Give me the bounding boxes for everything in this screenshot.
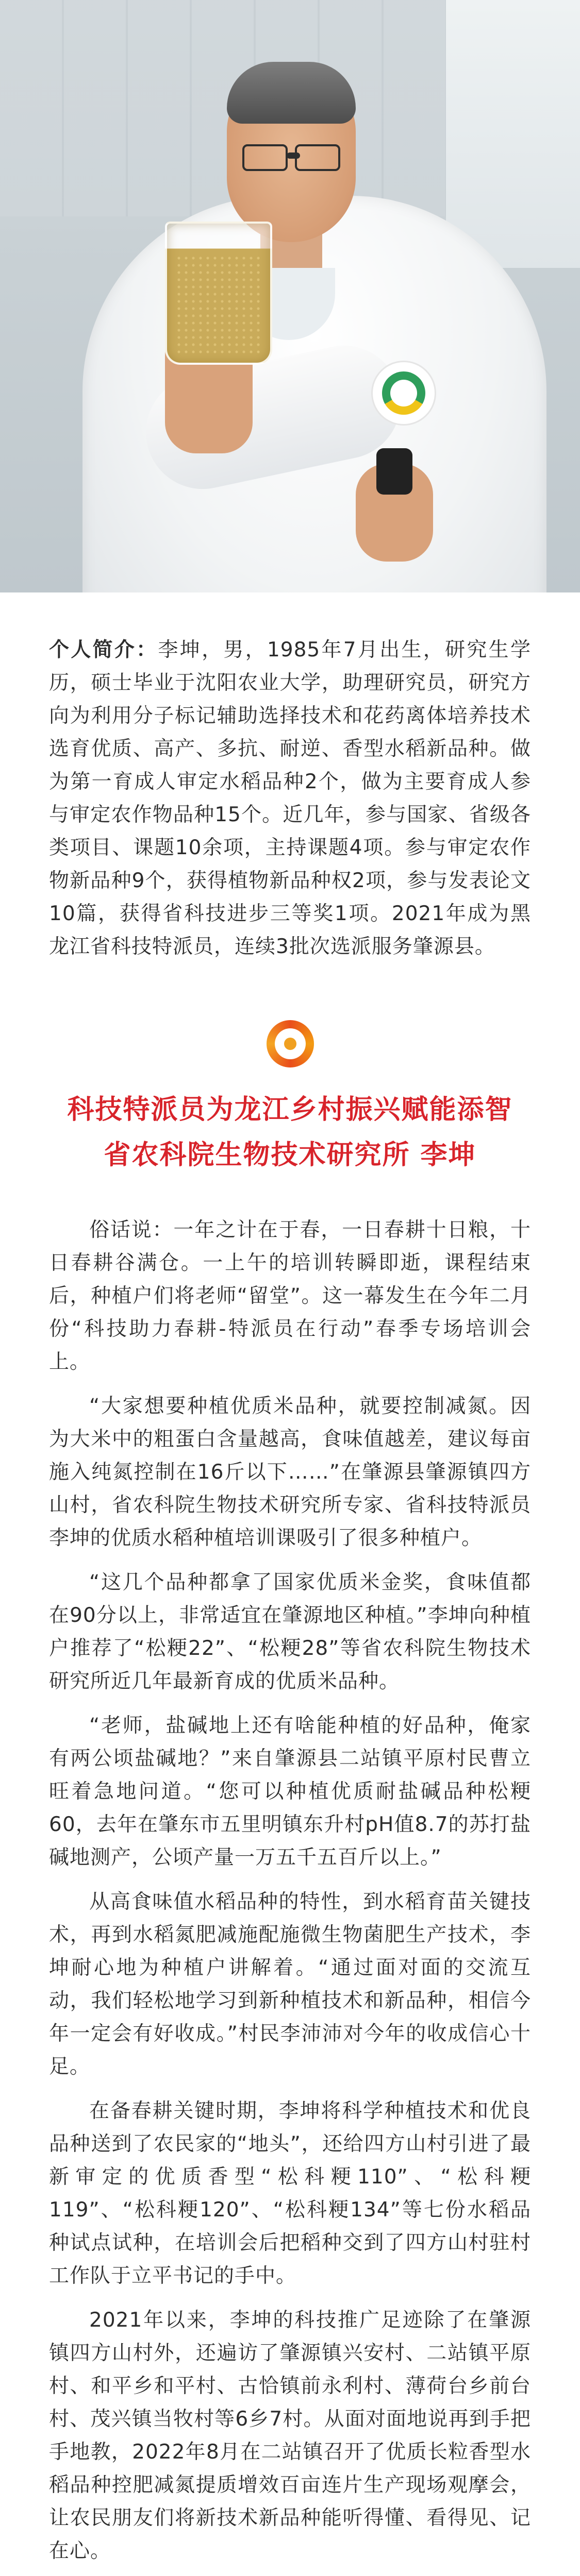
- article-paragraph: 2021年以来，李坤的科技推广足迹除了在肇源镇四方山村外，还遍访了肇源镇兴安村、二站镇平原村、和平乡和平村、古恰镇前永利村、薄荷台乡前台村、茂兴镇当牧村等6乡7村。从面对面地说再到手把手地教，2022年8月在二站镇召开了优质长粒香型水稻品种控肥减氮提质增效百亩连片生产现场观摩会，让农民朋友们将新技术新品种能听得懂、看得见、记在心。: [49, 2309, 531, 2563]
- article-paragraph: 俗话说：一年之计在于春，一日春耕十日粮，十日春耕谷满仓。一上午的培训转瞬即逝，课程结束后，种植户们将老师“留堂”。这一幕发生在今年二月份“科技助力春耕-特派员在行动”春季专场培训会上。: [49, 1218, 531, 1374]
- glasses: [242, 144, 340, 168]
- article-paragraph: “老师，盐碱地上还有啥能种植的好品种，俺家有两公顷盐碱地？”来自肇源县二站镇平原村民曹立旺着急地问道。“您可以种植优质耐盐碱品种松粳60，去年在肇东市五里明镇东升村pH值8.7的苏打盐碱地测产，公顷产量一万五千五百斤以上。”: [49, 1714, 531, 1869]
- article-paragraph: “这几个品种都拿了国家优质米金奖，食味值都在90分以上，非常适宜在肇源地区种植。”李坤向种植户推荐了“松粳22”、“松粳28”等省农科院生物技术研究所近几年最新育成的优质米品种。: [49, 1571, 531, 1693]
- article-paragraph: 从高食味值水稻品种的特性，到水稻育苗关键技术，再到水稻氮肥减施配施微生物菌肥生产技术，李坤耐心地为种植户讲解着。“通过面对面的交流互动，我们轻松地学习到新种植技术和新品种，相信今年一定会有好收成。”村民李沛沛对今年的收成信心十足。: [49, 1890, 531, 2078]
- article-paragraph: “大家想要种植优质米品种，就要控制减氮。因为大米中的粗蛋白含量越高，食味值越差，建议每亩施入纯氮控制在16斤以下……”在肇源县肇源镇四方山村，省农科院生物技术研究所专家、省科技特派员李坤的优质水稻种植培训课吸引了很多种植户。: [49, 1395, 531, 1550]
- profile-text: 李坤，男，1985年7月出生，研究生学历，硕士毕业于沈阳农业大学，助理研究员，研究方向为利用分子标记辅助选择技术和花药离体培养技术选育优质、高产、多抗、耐逆、香型水稻新品种。做为第一育成人审定水稻品种2个，做为主要育成人参与审定农作物品种15个。近几年，参与国家、省级各类项目、课题10余项，主持课题4项。参与审定农作物新品种9个，获得植物新品种权2项，参与发表论文10篇，获得省科技进步三等奖1项。2021年成为黑龙江省科技特派员，连续3批次选派服务肇源县。: [49, 638, 531, 958]
- profile-label: 个人简介：: [49, 638, 158, 662]
- window-background: [446, 0, 580, 268]
- rice-seed-beaker: [165, 222, 272, 365]
- portrait-photo: [0, 0, 580, 592]
- institute-logo-icon: [371, 361, 436, 426]
- profile-intro: [49, 634, 531, 963]
- hair: [227, 62, 356, 124]
- main-content: [0, 634, 580, 2576]
- headline-line-1: 科技特派员为龙江乡村振兴赋能添智: [67, 1094, 513, 1125]
- headline-line-2: 省农科院生物技术研究所 李坤: [104, 1140, 476, 1171]
- article-body: [49, 1214, 531, 2576]
- article-paragraph: 在备春耕关键时期，李坤将科学种植技术和优良品种送到了农民家的“地头”，还给四方山村引进了最新审定的优质香型“松科粳110”、“松科粳119”、“松科粳120”、“松科粳134”等七份水稻品种试点试种，在培训会后把稻种交到了四方山村驻村工作队于立平书记的手中。: [49, 2099, 531, 2287]
- wrist-watch: [356, 464, 433, 562]
- article-headline: [49, 1087, 531, 1178]
- section-divider: [49, 1020, 531, 1077]
- flower-emblem-icon: [267, 1020, 314, 1067]
